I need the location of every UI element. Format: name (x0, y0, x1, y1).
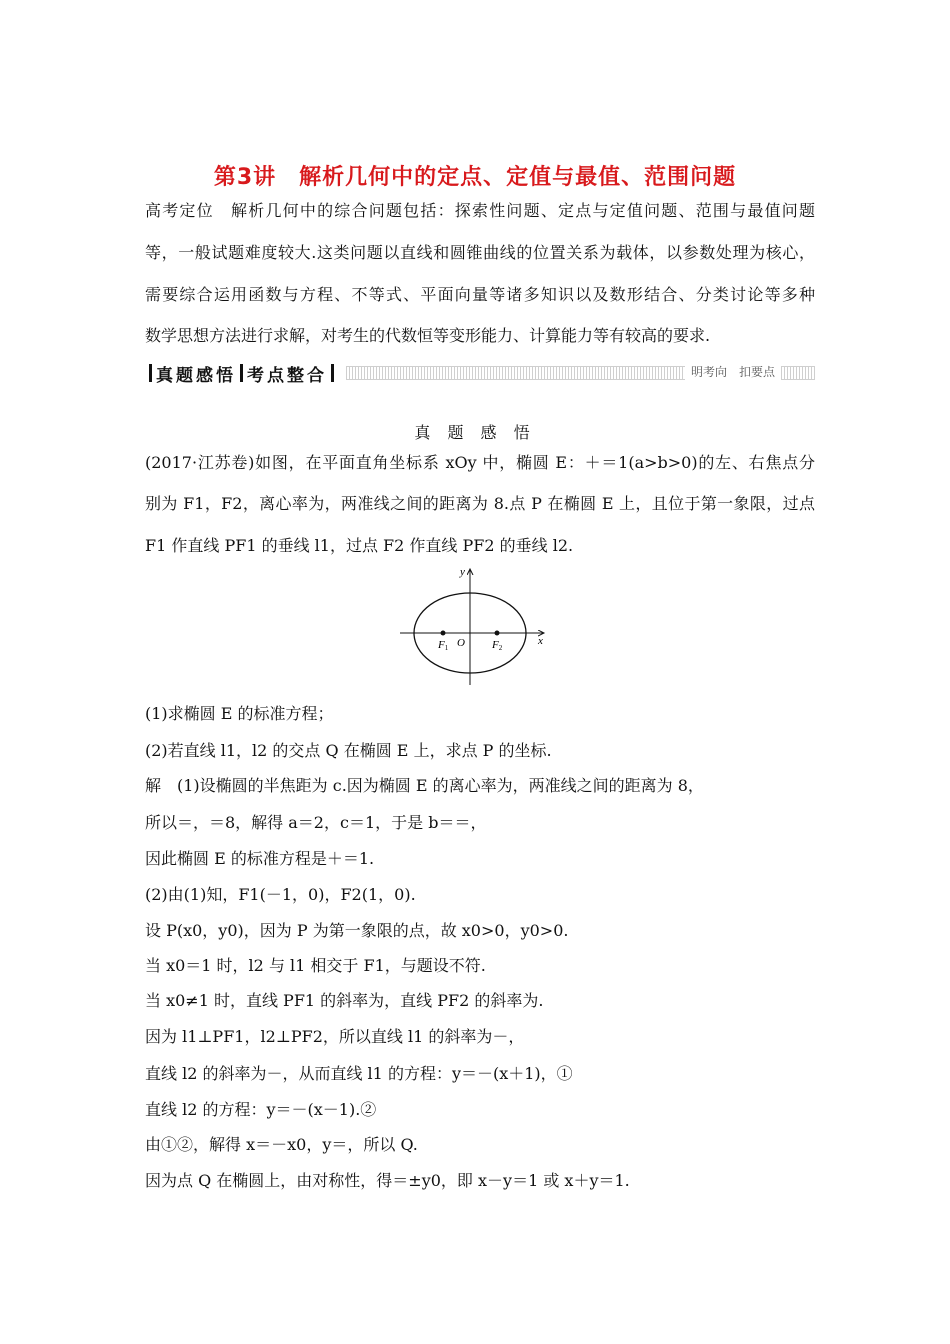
f2-label: F2 (492, 639, 503, 652)
solution-line-11: 由①②，解得 x＝－x0，y＝，所以 Q. (145, 1135, 418, 1154)
banner-part-2: 考点整合 (247, 365, 327, 386)
x-axis-label: x (538, 635, 543, 647)
banner-hatch (346, 366, 815, 380)
solution-line-3: 因此椭圆 E 的标准方程是＋＝1. (145, 849, 375, 868)
section-heading: 真 题 感 悟 (414, 423, 536, 442)
problem-line-1: (2017·江苏卷)如图，在平面直角坐标系 xOy 中，椭圆 E：＋＝1(a>b>0)的左、右焦点分 (145, 453, 815, 472)
focus-f1-point (441, 631, 446, 636)
y-axis-label: y (460, 566, 465, 578)
banner-divider (240, 364, 243, 382)
intro-line-1: 高考定位 解析几何中的综合问题包括：探索性问题、定点与定值问题、范围与最值问题 (145, 201, 815, 220)
f1-label: F1 (438, 639, 449, 652)
solution-line-10: 直线 l2 的方程：y＝－(x－1).② (145, 1100, 377, 1119)
banner-divider (149, 364, 152, 382)
intro-line-4: 数学思想方法进行求解，对考生的代数恒等变形能力、计算能力等有较高的要求. (145, 326, 711, 345)
solution-line-4: (2)由(1)知，F1(－1，0)，F2(1，0). (145, 885, 416, 904)
solution-line-9: 直线 l2 的斜率为－，从而直线 l1 的方程：y＝－(x＋1)，① (145, 1064, 573, 1083)
solution-line-12: 因为点 Q 在椭圆上，由对称性，得＝±y0，即 x－y＝1 或 x＋y＝1. (145, 1171, 630, 1190)
focus-f2-point (495, 631, 500, 636)
ellipse-figure (398, 565, 558, 690)
problem-line-3: F1 作直线 PF1 的垂线 l1，过点 F2 作直线 PF2 的垂线 l2. (145, 536, 574, 555)
solution-line-1: 解 (1)设椭圆的半焦距为 c.因为椭圆 E 的离心率为，两准线之间的距离为 8， (145, 776, 704, 795)
origin-label: O (457, 637, 465, 649)
banner-part-1: 真题感悟 (156, 365, 236, 386)
banner-right-label: 明考向 扣要点 (685, 363, 781, 380)
solution-line-7: 当 x0≠1 时，直线 PF1 的斜率为，直线 PF2 的斜率为. (145, 991, 544, 1010)
problem-line-2: 别为 F1，F2，离心率为，两准线之间的距离为 8.点 P 在椭圆 E 上，且位于第一象限，过点 (145, 494, 815, 513)
question-1: (1)求椭圆 E 的标准方程； (145, 704, 334, 723)
banner-title (145, 361, 338, 386)
question-2: (2)若直线 l1，l2 的交点 Q 在椭圆 E 上，求点 P 的坐标. (145, 741, 552, 760)
solution-line-6: 当 x0＝1 时，l2 与 l1 相交于 F1，与题设不符. (145, 956, 486, 975)
intro-line-3: 需要综合运用函数与方程、不等式、平面向量等诸多知识以及数形结合、分类讨论等多种 (145, 285, 815, 304)
solution-line-8: 因为 l1⊥PF1，l2⊥PF2，所以直线 l1 的斜率为－， (145, 1027, 525, 1046)
banner-divider (331, 364, 334, 382)
solution-line-2: 所以＝，＝8，解得 a＝2，c＝1，于是 b＝＝， (145, 813, 487, 832)
intro-line-2: 等，一般试题难度较大.这类问题以直线和圆锥曲线的位置关系为载体，以参数处理为核心， (145, 243, 815, 262)
section-banner (145, 360, 815, 386)
page-title: 第3讲 解析几何中的定点、定值与最值、范围问题 (213, 165, 737, 190)
solution-line-5: 设 P(x0，y0)，因为 P 为第一象限的点，故 x0>0，y0>0. (145, 921, 569, 940)
